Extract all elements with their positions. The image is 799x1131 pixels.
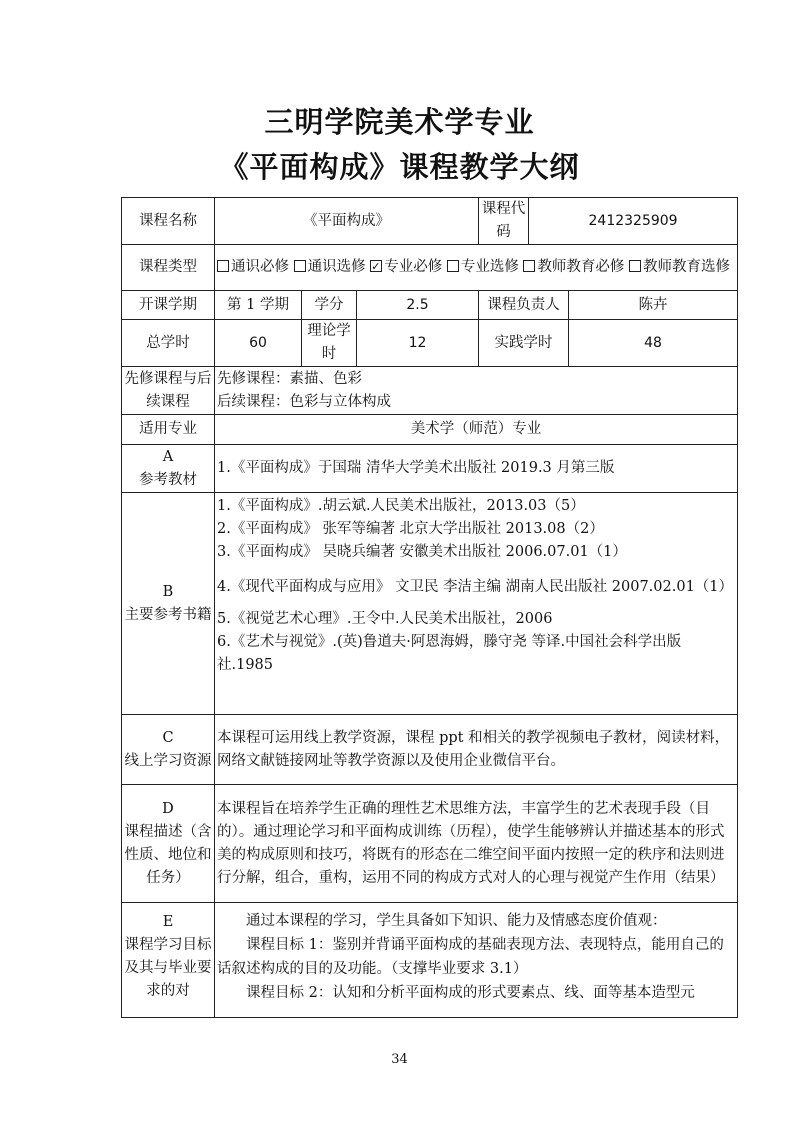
total-hours-label: 总学时	[122, 320, 215, 367]
course-type-options	[215, 245, 738, 291]
section-d-letter: D	[162, 800, 174, 817]
course-objectives	[215, 903, 738, 1018]
credit-value: 2.5	[357, 291, 479, 320]
page-number: 34	[391, 1052, 408, 1067]
document-title-line1: 三明学院美术学专业	[264, 105, 535, 139]
section-e-header	[122, 903, 215, 1018]
reference-item: 2.《平面构成》 张军等编著 北京大学出版社 2013.08（2）	[217, 521, 604, 537]
syllabus-table	[121, 197, 738, 1018]
checkbox-icon	[447, 260, 459, 272]
course-type-label: 课程类型	[122, 245, 215, 291]
type-option: ✓ 专业必修	[370, 259, 442, 275]
checkbox-icon	[294, 260, 306, 272]
prereq-label: 先修课程与后续课程	[122, 367, 215, 415]
type-option: 专业选修	[447, 259, 519, 275]
reference-item: 3.《平面构成》 吴晓兵编著 安徽美术出版社 2006.07.01（1）	[217, 544, 627, 560]
section-b-header	[122, 493, 215, 715]
checkbox-icon	[217, 260, 229, 272]
leader-label: 课程负责人	[479, 291, 569, 320]
prereq-courses: 先修课程：素描、色彩	[217, 370, 362, 387]
type-option: 教师教育必修	[523, 259, 624, 275]
section-d-label: 课程描述（含性质、地位和任务）	[124, 823, 212, 886]
leader-value: 陈卉	[569, 291, 738, 320]
section-e-label: 课程学习目标及其与毕业要求的对	[124, 937, 212, 999]
reference-item: 5.《视觉艺术心理》.王令中.人民美术出版社，2006	[217, 611, 553, 627]
section-d-header	[122, 785, 215, 903]
semester-value: 第 1 学期	[215, 291, 302, 320]
practice-hours-label: 实践学时	[479, 320, 569, 367]
course-name-value: 《平面构成》	[215, 198, 479, 245]
objective-2: 课程目标 2：认知和分析平面构成的形式要素点、线、面等基本造型元	[246, 985, 695, 1001]
section-a-letter: A	[162, 448, 174, 465]
course-code-value: 2412325909	[529, 198, 738, 245]
section-a-header	[122, 445, 215, 493]
section-c-letter: C	[162, 729, 174, 746]
textbook-value: 1.《平面构成》于国瑞 清华大学美术出版社 2019.3 月第三版	[215, 445, 738, 493]
theory-hours-value: 12	[357, 320, 479, 367]
objective-1: 课程目标 1：鉴别并背诵平面构成的基础表现方法、表现特点，能用自己的话叙述构成的目的及功能。（支撑毕业要求 3.1）	[217, 937, 724, 977]
document-title-line2: 《平面构成》课程教学大纲	[219, 150, 580, 184]
checkbox-checked-icon	[370, 260, 382, 272]
semester-label: 开课学期	[122, 291, 215, 320]
prereq-value	[215, 367, 738, 415]
section-b-letter: B	[162, 583, 174, 600]
objectives-intro: 通过本课程的学习，学生具备如下知识、能力及情感态度价值观：	[246, 913, 667, 929]
online-resources-value: 本课程可运用线上教学资源，课程 ppt 和相关的教学视频电子教材，阅读材料，网络文献链接网址等教学资源以及使用企业微信平台。	[215, 715, 738, 785]
section-c-header	[122, 715, 215, 785]
reference-item: 4.《现代平面构成与应用》 文卫民 李洁主编 湖南人民出版社 2007.02.01（1）	[217, 579, 734, 595]
checkbox-icon	[629, 260, 641, 272]
type-option: 通识选修	[294, 259, 366, 275]
section-c-label: 线上学习资源	[124, 752, 212, 769]
reference-item: 6.《艺术与视觉》.(英)鲁道夫·阿恩海姆，滕守尧 等译.中国社会科学出版社.1985	[217, 634, 682, 673]
followup-courses: 后续课程：色彩与立体构成	[217, 393, 391, 410]
total-hours-value: 60	[215, 320, 302, 367]
section-e-letter: E	[162, 914, 174, 930]
course-description-value: 本课程旨在培养学生正确的理性艺术思维方法，丰富学生的艺术表现手段（目的）。通过理论学习和平面构成训练（历程），使学生能够辨认并描述基本的形式美的构成原则和技巧，将既有的形态在二维空间平面内按照一定的秩序和法则进行分解，组合，重构，运用不同的构成方式对人的心理与视觉产生作用（结果）	[215, 785, 738, 903]
theory-hours-label: 理论学时	[302, 320, 357, 367]
course-name-label: 课程名称	[122, 198, 215, 245]
practice-hours-value: 48	[569, 320, 738, 367]
references-list	[215, 493, 738, 715]
major-label: 适用专业	[122, 415, 215, 445]
credit-label: 学分	[302, 291, 357, 320]
major-value: 美术学（师范）专业	[215, 415, 738, 445]
section-b-label: 主要参考书籍	[124, 606, 212, 623]
reference-item: 1.《平面构成》.胡云斌.人民美术出版社，2013.03（5）	[217, 498, 585, 514]
course-code-label: 课程代码	[479, 198, 529, 245]
type-option: 教师教育选修	[629, 259, 730, 275]
section-a-label: 参考教材	[139, 471, 197, 488]
type-option: 通识必修	[217, 259, 289, 275]
checkbox-icon	[523, 260, 535, 272]
